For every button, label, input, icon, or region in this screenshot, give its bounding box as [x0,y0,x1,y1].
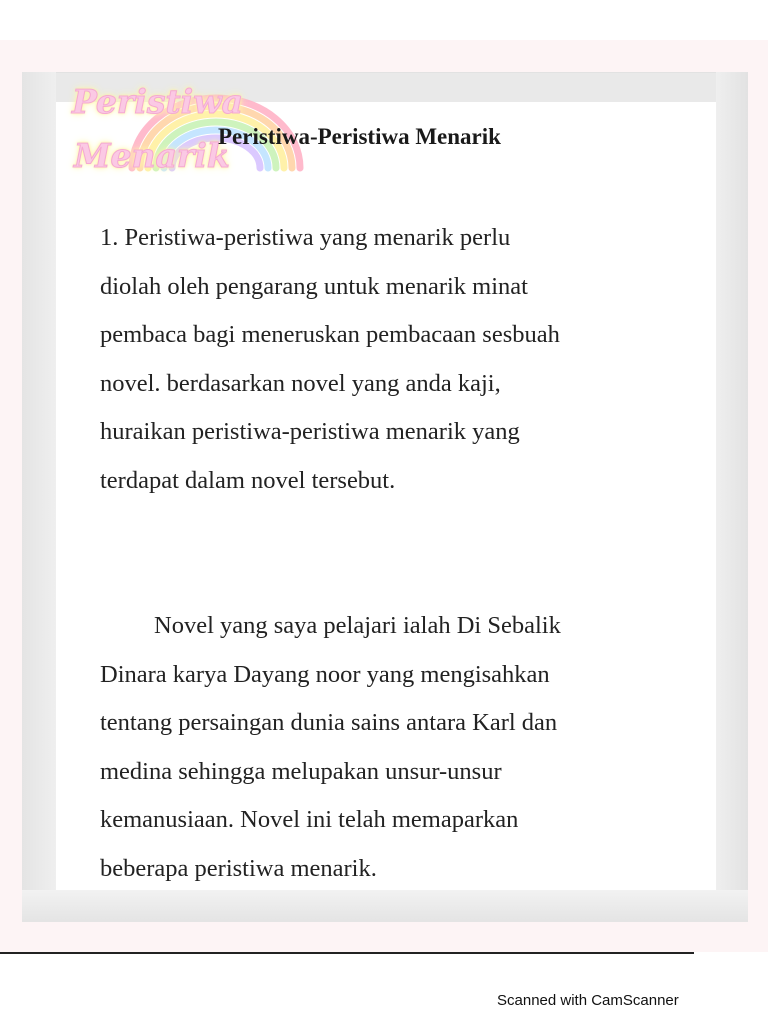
frame-bevel-bottom [22,890,748,922]
answer-line: Dinara karya Dayang noor yang mengisahkan [100,660,550,688]
camscanner-watermark: Scanned with CamScanner [497,992,679,1009]
logo-word-menarik: Menarik [74,136,230,175]
question-paragraph [100,214,700,505]
answer-line: kemanusiaan. Novel ini telah memaparkan [100,806,519,833]
answer-line: beberapa peristiwa menarik. [100,854,377,882]
logo-word-peristiwa: Peristiwa [72,82,243,121]
frame-bevel-left [22,72,56,922]
scan-divider [0,952,694,954]
answer-line: tentang persaingan dunia sains antara Karl dan [100,709,558,736]
question-line: diolah oleh pengarang untuk menarik minat [100,272,528,300]
answer-paragraph [100,602,700,893]
question-line: novel. berdasarkan novel yang anda kaji, [100,369,501,397]
frame-bevel-right [716,72,748,922]
question-line: pembaca bagi meneruskan pembacaan sesbuah [100,321,560,348]
answer-line: Novel yang saya pelajari ialah Di Sebalik [154,612,561,639]
question-line: huraikan peristiwa-peristiwa menarik yang [100,418,520,445]
document-title: Peristiwa-Peristiwa Menarik [218,124,501,149]
answer-line: medina sehingga melupakan unsur-unsur [100,757,502,785]
question-line: 1. Peristiwa-peristiwa yang menarik perlu [100,224,511,251]
question-line: terdapat dalam novel tersebut. [100,466,396,494]
